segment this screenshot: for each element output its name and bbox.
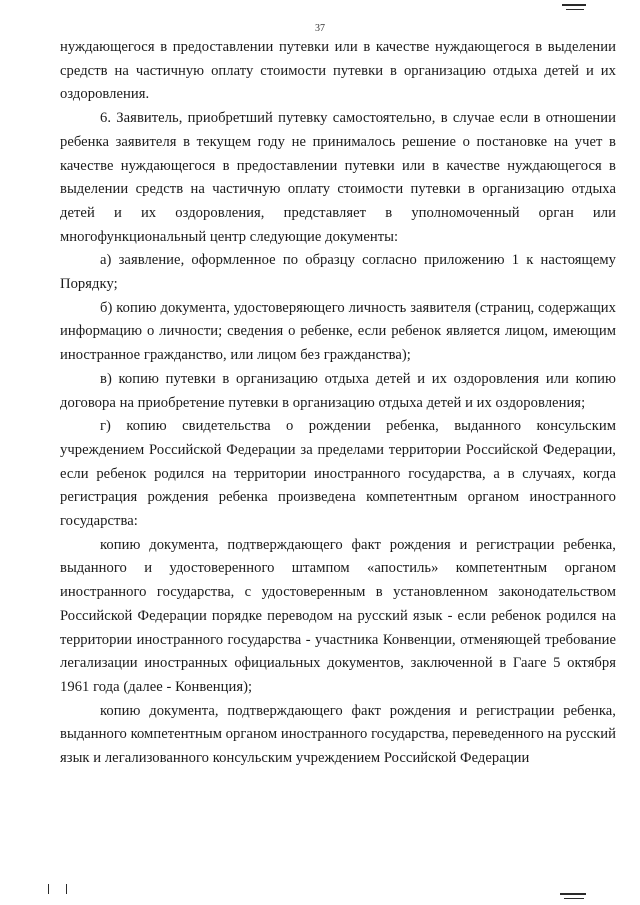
paragraph-item-6: 6. Заявитель, приобретший путевку самостоятельно, в случае если в отношении ребенка заявителя в текущем году не принималось решение о постановке на учет в качестве нуждающегося в предоставлении путевки или в качестве нуждающегося в выделении средств на частичную оплату стоимости путевки в организацию отдыха детей и их оздоровления, представляет в уполномоченный орган или многофункциональный центр следующие документы: xyxy=(60,110,616,245)
page-number: 37 xyxy=(315,23,325,34)
paragraph-subitem-v: в) копию путевки в организацию отдыха детей и их оздоровления или копию договора на приобретение путевки в организацию отдыха детей и их оздоровления; xyxy=(60,370,616,411)
scan-mark-top-right xyxy=(562,4,586,6)
scan-mark-bottom-left-1 xyxy=(48,884,49,894)
scan-mark-bottom-left-2 xyxy=(66,884,67,894)
document-body xyxy=(60,36,616,771)
paragraph-subitem-b: б) копию документа, удостоверяющего личность заявителя (страниц, содержащих информацию о личности; сведения о ребенке, если ребенок является лицом, имеющим иностранное гражданство, или лицом без гражданства); xyxy=(60,299,616,364)
paragraph-continuation: нуждающегося в предоставлении путевки или в качестве нуждающегося в выделении средств на частичную оплату стоимости путевки в организацию отдыха детей и их оздоровления. xyxy=(60,39,616,103)
paragraph-apostille-copy: копию документа, подтверждающего факт рождения и регистрации ребенка, выданного и удостоверенного штампом «апостиль» компетентным органом иностранного государства, с удостоверенным в установленном законодательством Российской Федерации порядке переводом на русский язык - если ребенок родился на территории иностранного государства - участника Конвенции, отменяющей требование легализации иностранных официальных документов, заключенной в Гааге 5 октября 1961 года (далее - Конвенция); xyxy=(60,536,616,695)
paragraph-subitem-a: а) заявление, оформленное по образцу согласно приложению 1 к настоящему Порядку; xyxy=(60,252,616,293)
scan-mark-top-right-2 xyxy=(566,9,584,10)
scan-mark-bottom-right-2 xyxy=(564,898,584,899)
paragraph-legalized-copy: копию документа, подтверждающего факт рождения и регистрации ребенка, выданного компетентным органом иностранного государства, переведенного на русский язык и легализованного консульским учреждением Российской Федерации xyxy=(60,702,616,767)
paragraph-subitem-g: г) копию свидетельства о рождении ребенка, выданного консульским учреждением Российской Федерации за пределами территории Российской Федерации, если ребенок родился на территории иностранного государства, а в случаях, когда регистрация рождения ребенка произведена компетентным органом иностранного государства: xyxy=(60,418,616,530)
scan-mark-bottom-right xyxy=(560,893,586,895)
